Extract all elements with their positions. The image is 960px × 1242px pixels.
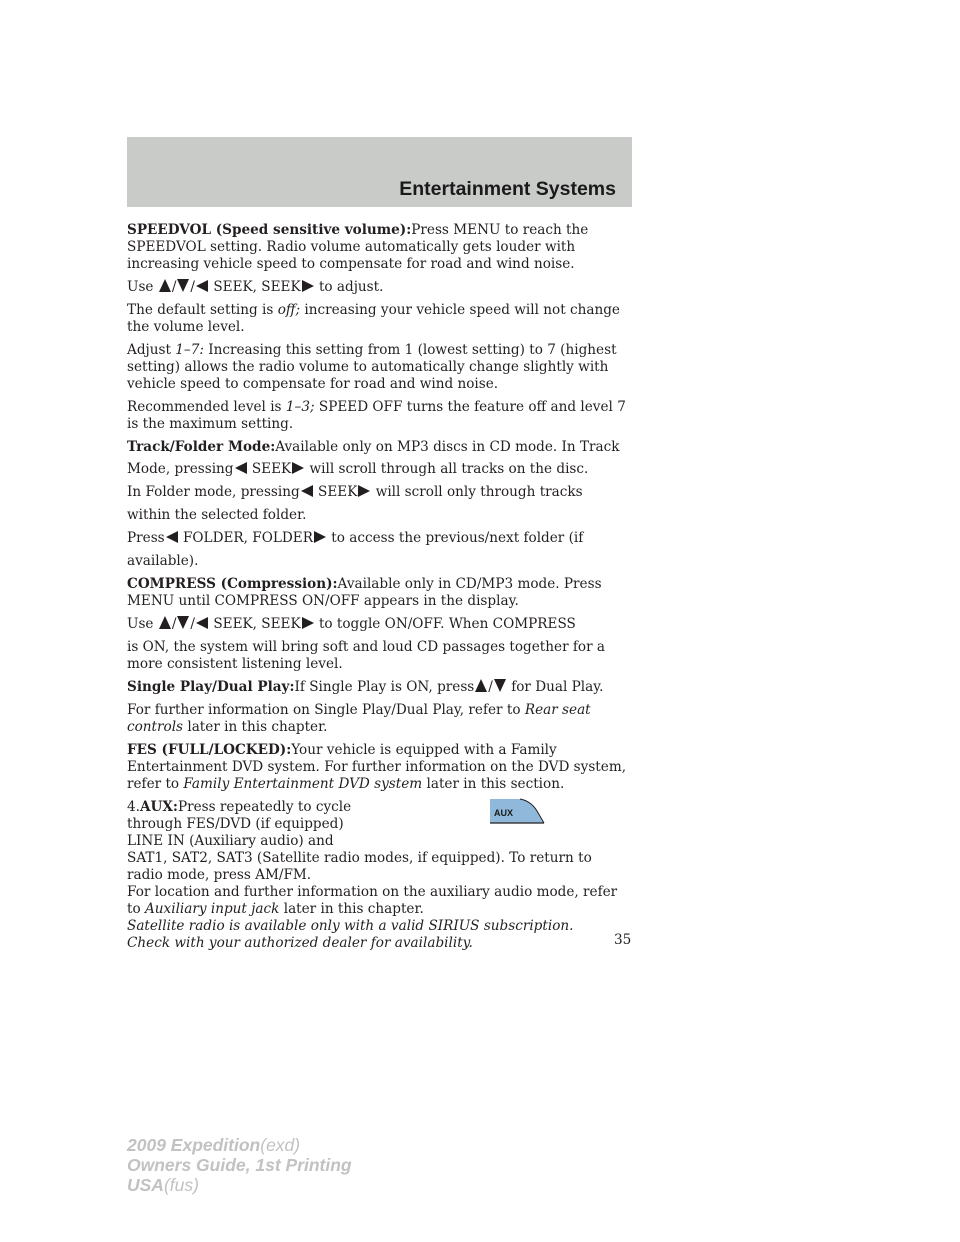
compress-use-line: Use / / SEEK, SEEK to toggle ON/OFF. When COMPRESS is ON, the system will bring soft and loud CD passages together for a more consistent listening level. — [127, 616, 606, 672]
speedvol-recommended: Recommended level is 1–3; SPEED OFF turns the feature off and level 7 is the maximum setting. — [127, 399, 626, 432]
folder-mode: In Folder mode, pressing SEEK will scroll only through tracks within the selected folder. — [127, 484, 583, 523]
page-body — [127, 222, 647, 958]
single-dual-play: Single Play/Dual Play:If Single Play is ON, press / for Dual Play. — [127, 679, 604, 695]
aux-heading: AUX: — [139, 799, 178, 815]
speedvol-heading: SPEEDVOL (Speed sensitive volume): — [127, 222, 412, 238]
arrow-down-icon — [177, 279, 189, 292]
single-heading: Single Play/Dual Play: — [127, 679, 295, 695]
seek-right-icon — [302, 280, 314, 292]
seek-left-icon — [196, 617, 208, 629]
track-folder-mode: Track/Folder Mode:Available only on MP3 discs in CD mode. In Track Mode, pressing SEEK will scroll through all tracks on the disc. — [127, 439, 620, 477]
seek-right-icon — [302, 617, 314, 629]
arrow-down-icon — [177, 616, 189, 629]
speedvol-intro: SPEEDVOL (Speed sensitive volume):Press MENU to reach the SPEEDVOL setting. Radio volume automatically gets louder with increasing vehicle speed to compensate for road and wind noise. — [127, 222, 589, 272]
speedvol-use-line: Use / / SEEK, SEEK to adjust. — [127, 279, 384, 295]
compress-intro: COMPRESS (Compression):Available only in CD/MP3 mode. Press MENU until COMPRESS ON/OFF appears in the display. — [127, 576, 602, 609]
arrow-up-icon — [159, 616, 171, 629]
arrow-down-icon — [494, 679, 506, 692]
seek-left-icon — [196, 280, 208, 292]
aux-section: AUX 4.AUX:Press repeatedly to cycle through FES/DVD (if equipped) LINE IN (Auxiliary audio) and SAT1, SAT2, SAT3 (Satellite radio modes, if equipped). To return to radio mode, press AM/FM. For location and further information on the auxiliary audio mode, refer to Auxiliary input jack later in this chapter. Satellite radio is available only with a valid SIRIUS subscription. Check with your authorized dealer for availability. — [127, 799, 618, 951]
seek-right-icon — [358, 485, 370, 497]
fes-heading: FES (FULL/LOCKED): — [127, 742, 292, 758]
section-header-band — [127, 137, 632, 207]
section-title: Entertainment Systems — [399, 178, 616, 200]
compress-heading: COMPRESS (Compression): — [127, 576, 338, 592]
seek-left-icon — [301, 485, 313, 497]
fes-section: FES (FULL/LOCKED):Your vehicle is equipped with a Family Entertainment DVD system. For further information on the DVD system, refer to Family Entertainment DVD system later in this section. — [127, 742, 627, 792]
aux-button-icon — [487, 797, 545, 837]
track-heading: Track/Folder Mode: — [127, 439, 276, 455]
page-number: 35 — [614, 932, 632, 948]
speedvol-adjust: Adjust 1–7: Increasing this setting from 1 (lowest setting) to 7 (highest setting) allows the radio volume to automatically change slightly with vehicle speed to compensate for road and wind noise. — [127, 342, 617, 392]
folder-press: Press FOLDER, FOLDER to access the previous/next folder (if available). — [127, 530, 584, 569]
single-dual-reference: For further information on Single Play/Dual Play, refer to Rear seat controls later in this chapter. — [127, 702, 591, 735]
seek-left-icon — [235, 462, 247, 474]
svg-text:AUX: AUX — [494, 808, 514, 818]
document-footer: 2009 Expedition(exd) Owners Guide, 1st Printing USA(fus) — [127, 1135, 352, 1195]
seek-right-icon — [292, 462, 304, 474]
folder-left-icon — [166, 531, 178, 543]
arrow-up-icon — [475, 679, 487, 692]
arrow-up-icon — [159, 279, 171, 292]
folder-right-icon — [314, 531, 326, 543]
speedvol-default: The default setting is off; increasing your vehicle speed will not change the volume level. — [127, 302, 620, 335]
